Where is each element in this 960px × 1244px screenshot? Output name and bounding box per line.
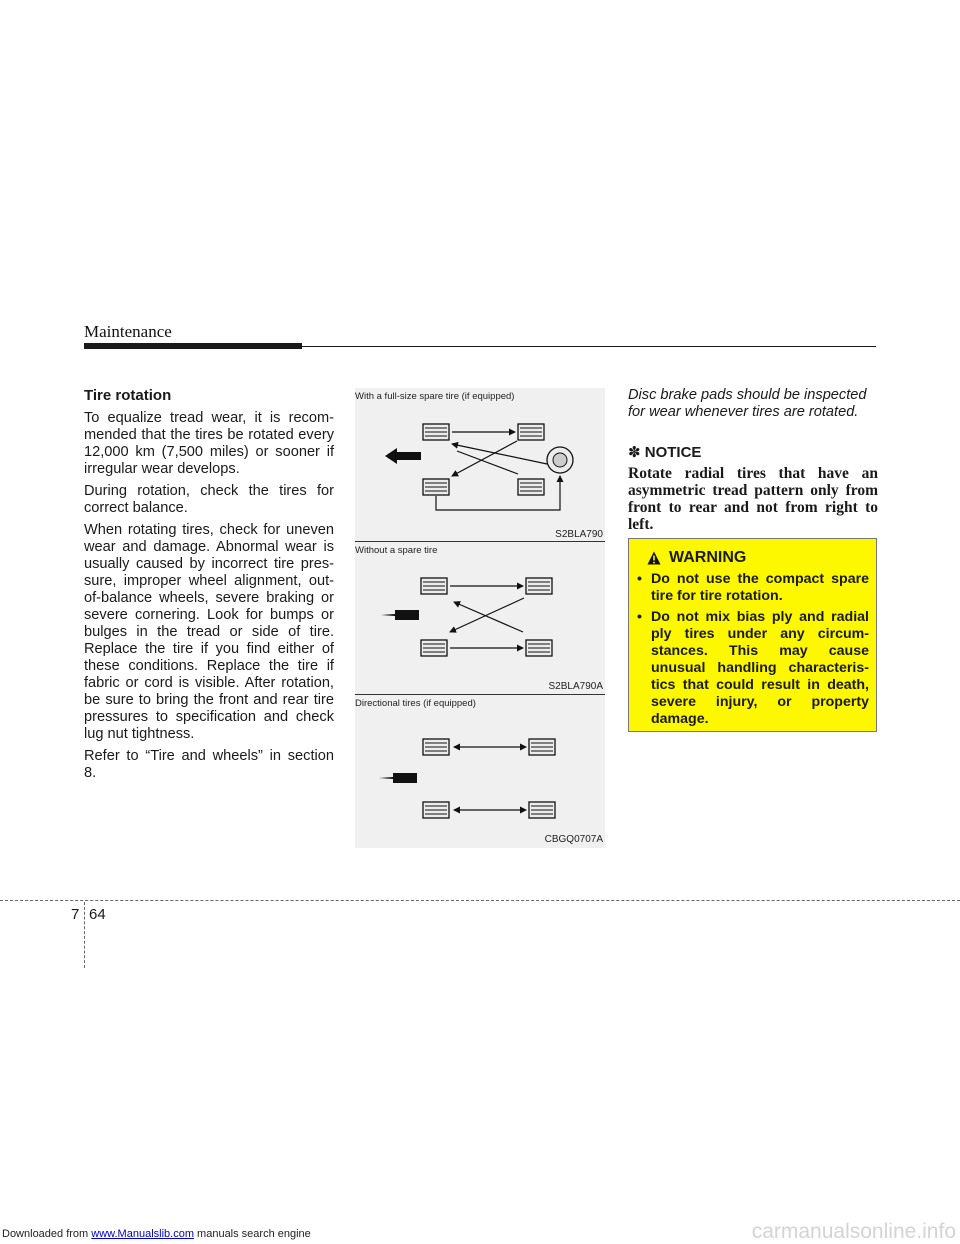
paragraph: Refer to “Tire and wheels” in section 8. [84, 748, 334, 781]
page-divider-vertical [84, 902, 85, 968]
paragraph: To equalize tread wear, it is recom- mended that the tires be rotated every 12,000 km (7,500 miles) or sooner if irregular wear develops. [84, 410, 334, 477]
tire-rear-right [518, 479, 544, 495]
footer-suffix: manuals search engine [197, 1228, 311, 1240]
tire-rear-left [423, 802, 449, 818]
tire-rear-left [421, 640, 447, 656]
paragraph: When rotating tires, check for uneven wear and damage. Abnormal wear is usually caused by incorrect tire pres- sure, improper wheel alignment, out- of-balance wheels, severe braking or severe cornering. Look for bumps or bulges in the tread or side of tire. Replace the tire if you find either of these conditions. Replace the tire if fabric or cord is visible. After rotation, be sure to bring the front and rear tire pressures to specification and check lug nut tightness. [84, 522, 334, 742]
warning-item: • Do not mix bias ply and radial ply tires under any circum- stances. This may cause unusual handling characteris- tics that could result in death, severe injury, or property damage. [637, 609, 869, 728]
section-title: Maintenance [84, 322, 172, 341]
warning-box [628, 538, 877, 732]
figure-caption: Directional tires (if equipped) [355, 698, 476, 709]
warning-item: • Do not use the compact spare tire for tire rotation. [637, 571, 869, 605]
tire-front-right [518, 424, 544, 440]
diagram-without-spare [381, 578, 552, 656]
warning-title: WARNING [669, 549, 747, 566]
notice-title: ✽ NOTICE [628, 444, 702, 461]
tire-rotation-section [84, 387, 334, 787]
tire-rear-left [423, 479, 449, 495]
page-divider [0, 900, 960, 901]
tire-front-left [423, 424, 449, 440]
right-column [628, 387, 878, 533]
chapter-number: 7 [71, 906, 80, 923]
notice-body: Rotate radial tires that have an asymmetric tread pattern only from front to rear and not from right to left. [628, 465, 878, 533]
download-footer [2, 1228, 311, 1240]
tire-rotation-figure [355, 388, 605, 848]
direction-arrow-icon [381, 610, 419, 620]
figure-caption: Without a spare tire [355, 545, 438, 556]
tire-rear-right [529, 802, 555, 818]
direction-arrow-icon [385, 448, 421, 464]
tire-front-right [529, 739, 555, 755]
tire-rotation-heading: Tire rotation [84, 387, 172, 404]
diagram-with-spare [385, 424, 573, 510]
brake-pad-note: Disc brake pads should be inspected for wear whenever tires are rotated. [628, 387, 867, 420]
figure-code: S2BLA790A [548, 681, 603, 692]
diagram-directional [379, 739, 555, 818]
tire-front-right [526, 578, 552, 594]
watermark: carmanualsonline.info [751, 1220, 956, 1243]
header-bar [84, 343, 302, 349]
downloaded-from-text: Downloaded from [2, 1228, 89, 1240]
direction-arrow-icon [379, 773, 417, 783]
warning-icon [647, 551, 661, 565]
figure-code: S2BLA790 [555, 529, 603, 540]
manualslib-link[interactable]: www.Manualslib.com [91, 1228, 194, 1240]
tire-front-left [423, 739, 449, 755]
page-number: 64 [89, 906, 106, 923]
tire-rotation-diagram [355, 388, 605, 848]
tire-front-left [421, 578, 447, 594]
tire-rear-right [526, 640, 552, 656]
warning-header [647, 549, 746, 567]
header-rule [302, 346, 876, 347]
figure-caption: With a full-size spare tire (if equipped) [355, 391, 515, 402]
warning-list [637, 571, 869, 732]
paragraph: During rotation, check the tires for correct balance. [84, 483, 334, 516]
figure-code: CBGQ0707A [544, 834, 603, 845]
